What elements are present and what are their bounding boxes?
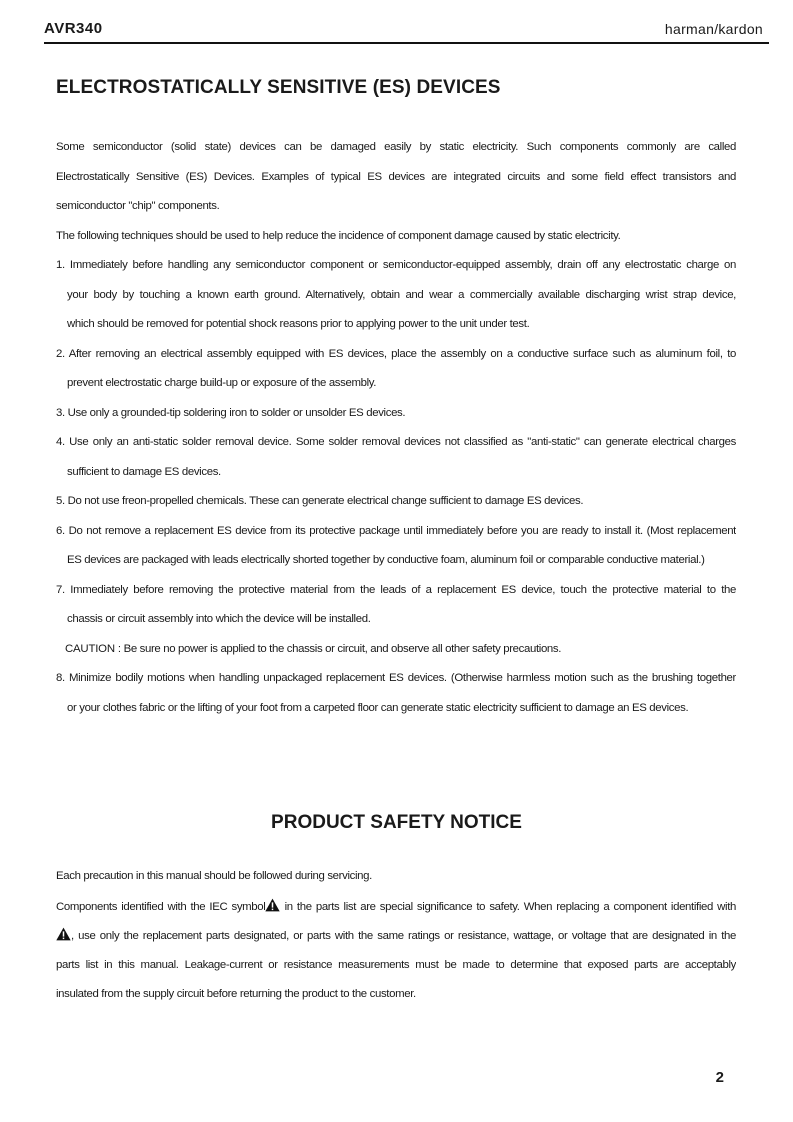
es-section-body — [56, 139, 736, 729]
es-intro-line-2: Electrostatically Sensitive (ES) Devices. Examples of typical ES devices are integrated circuits and some field effect transistors and — [56, 170, 736, 183]
es-techniques-intro: The following techniques should be used to help reduce the incidence of component damage caused by static electricity. — [56, 229, 621, 242]
iec-warning-icon — [56, 927, 71, 941]
safety-section-body — [56, 868, 736, 1016]
es-item-8-line-2: or your clothes fabric or the lifting of your foot from a carpeted floor can generate static electricity sufficient to damage an ES devices. — [67, 701, 689, 714]
es-item-7-line-2: chassis or circuit assembly into which the device will be installed. — [67, 613, 371, 625]
es-item-7-line-1: 7. Immediately before removing the protective material from the leads of a replacement ES device, touch the protective material to the — [56, 583, 736, 596]
iec-warning-icon — [265, 898, 280, 912]
es-intro-line-3: semiconductor "chip" components. — [56, 200, 220, 212]
safety-line-2 — [56, 898, 736, 928]
header-brand: harman/kardon — [664, 21, 763, 37]
safety-line-3 — [56, 927, 736, 957]
es-intro-line-1: Some semiconductor (solid state) devices can be damaged easily by static electricity. Such components commonly are called — [56, 141, 736, 153]
caution-note — [56, 641, 736, 671]
es-item-6-line-2: ES devices are packaged with leads electrically shorted together by conductive foam, aluminum foil or comparable conductive material.) — [67, 554, 705, 566]
es-item-4-line-2: sufficient to damage ES devices. — [67, 465, 221, 478]
es-item-2-line-1: 2. After removing an electrical assembly equipped with ES devices, place the assembly on a conductive surface such as aluminum foil, to — [56, 347, 736, 360]
header-rule — [44, 42, 769, 44]
es-item-2-line-2: prevent electrostatic charge build-up or exposure of the assembly. — [67, 377, 377, 389]
safety-line-2-end: in the parts list are special significance to safety. When replacing a component identified with — [280, 900, 736, 913]
es-item-5: 5. Do not use freon-propelled chemicals. These can generate electrical change sufficient to damage ES devices. — [56, 495, 584, 507]
header-model: AVR340 — [44, 20, 103, 37]
es-item-1-line-1: 1. Immediately before handling any semiconductor component or semiconductor-equipped assembly, drain off any electrostatic charge on — [56, 259, 736, 271]
es-item-4-line-1: 4. Use only an anti-static solder removal device. Some solder removal devices not classified as "anti-static" can generate electrical charges — [56, 436, 736, 448]
es-item-1-line-3: which should be removed for potential shock reasons prior to applying power to the unit under test. — [67, 318, 530, 330]
caution-label: CAUTION : — [65, 642, 121, 655]
es-item-1-line-2: your body by touching a known earth ground. Alternatively, obtain and wear a commercially available discharging wrist strap device, — [67, 288, 736, 301]
safety-line-5: insulated from the supply circuit before returning the product to the customer. — [56, 988, 416, 1000]
es-item-6-line-1: 6. Do not remove a replacement ES device from its protective package until immediately before you are ready to install it. (Most replacement — [56, 524, 736, 537]
safety-section-title: PRODUCT SAFETY NOTICE — [271, 812, 522, 833]
caution-text: Be sure no power is applied to the chassis or circuit, and observe all other safety precautions. — [120, 642, 562, 655]
safety-line-3-text: , use only the replacement parts designated, or parts with the same ratings or resistance, wattage, or voltage that are designated in the — [71, 930, 736, 942]
safety-line-4: parts list in this manual. Leakage-current or resistance measurements must be made to determine that exposed parts are acceptably — [56, 958, 736, 971]
page-number: 2 — [715, 1069, 724, 1086]
safety-line-1: Each precaution in this manual should be followed during servicing. — [56, 870, 372, 882]
safety-line-2-start: Components identified with the IEC symbol — [56, 900, 266, 913]
es-item-3: 3. Use only a grounded-tip soldering iron to solder or unsolder ES devices. — [56, 406, 406, 419]
es-item-8-line-1: 8. Minimize bodily motions when handling unpackaged replacement ES devices. (Otherwise harmless motion such as the brushing together — [56, 672, 736, 684]
es-section-title: ELECTROSTATICALLY SENSITIVE (ES) DEVICES — [56, 77, 501, 98]
